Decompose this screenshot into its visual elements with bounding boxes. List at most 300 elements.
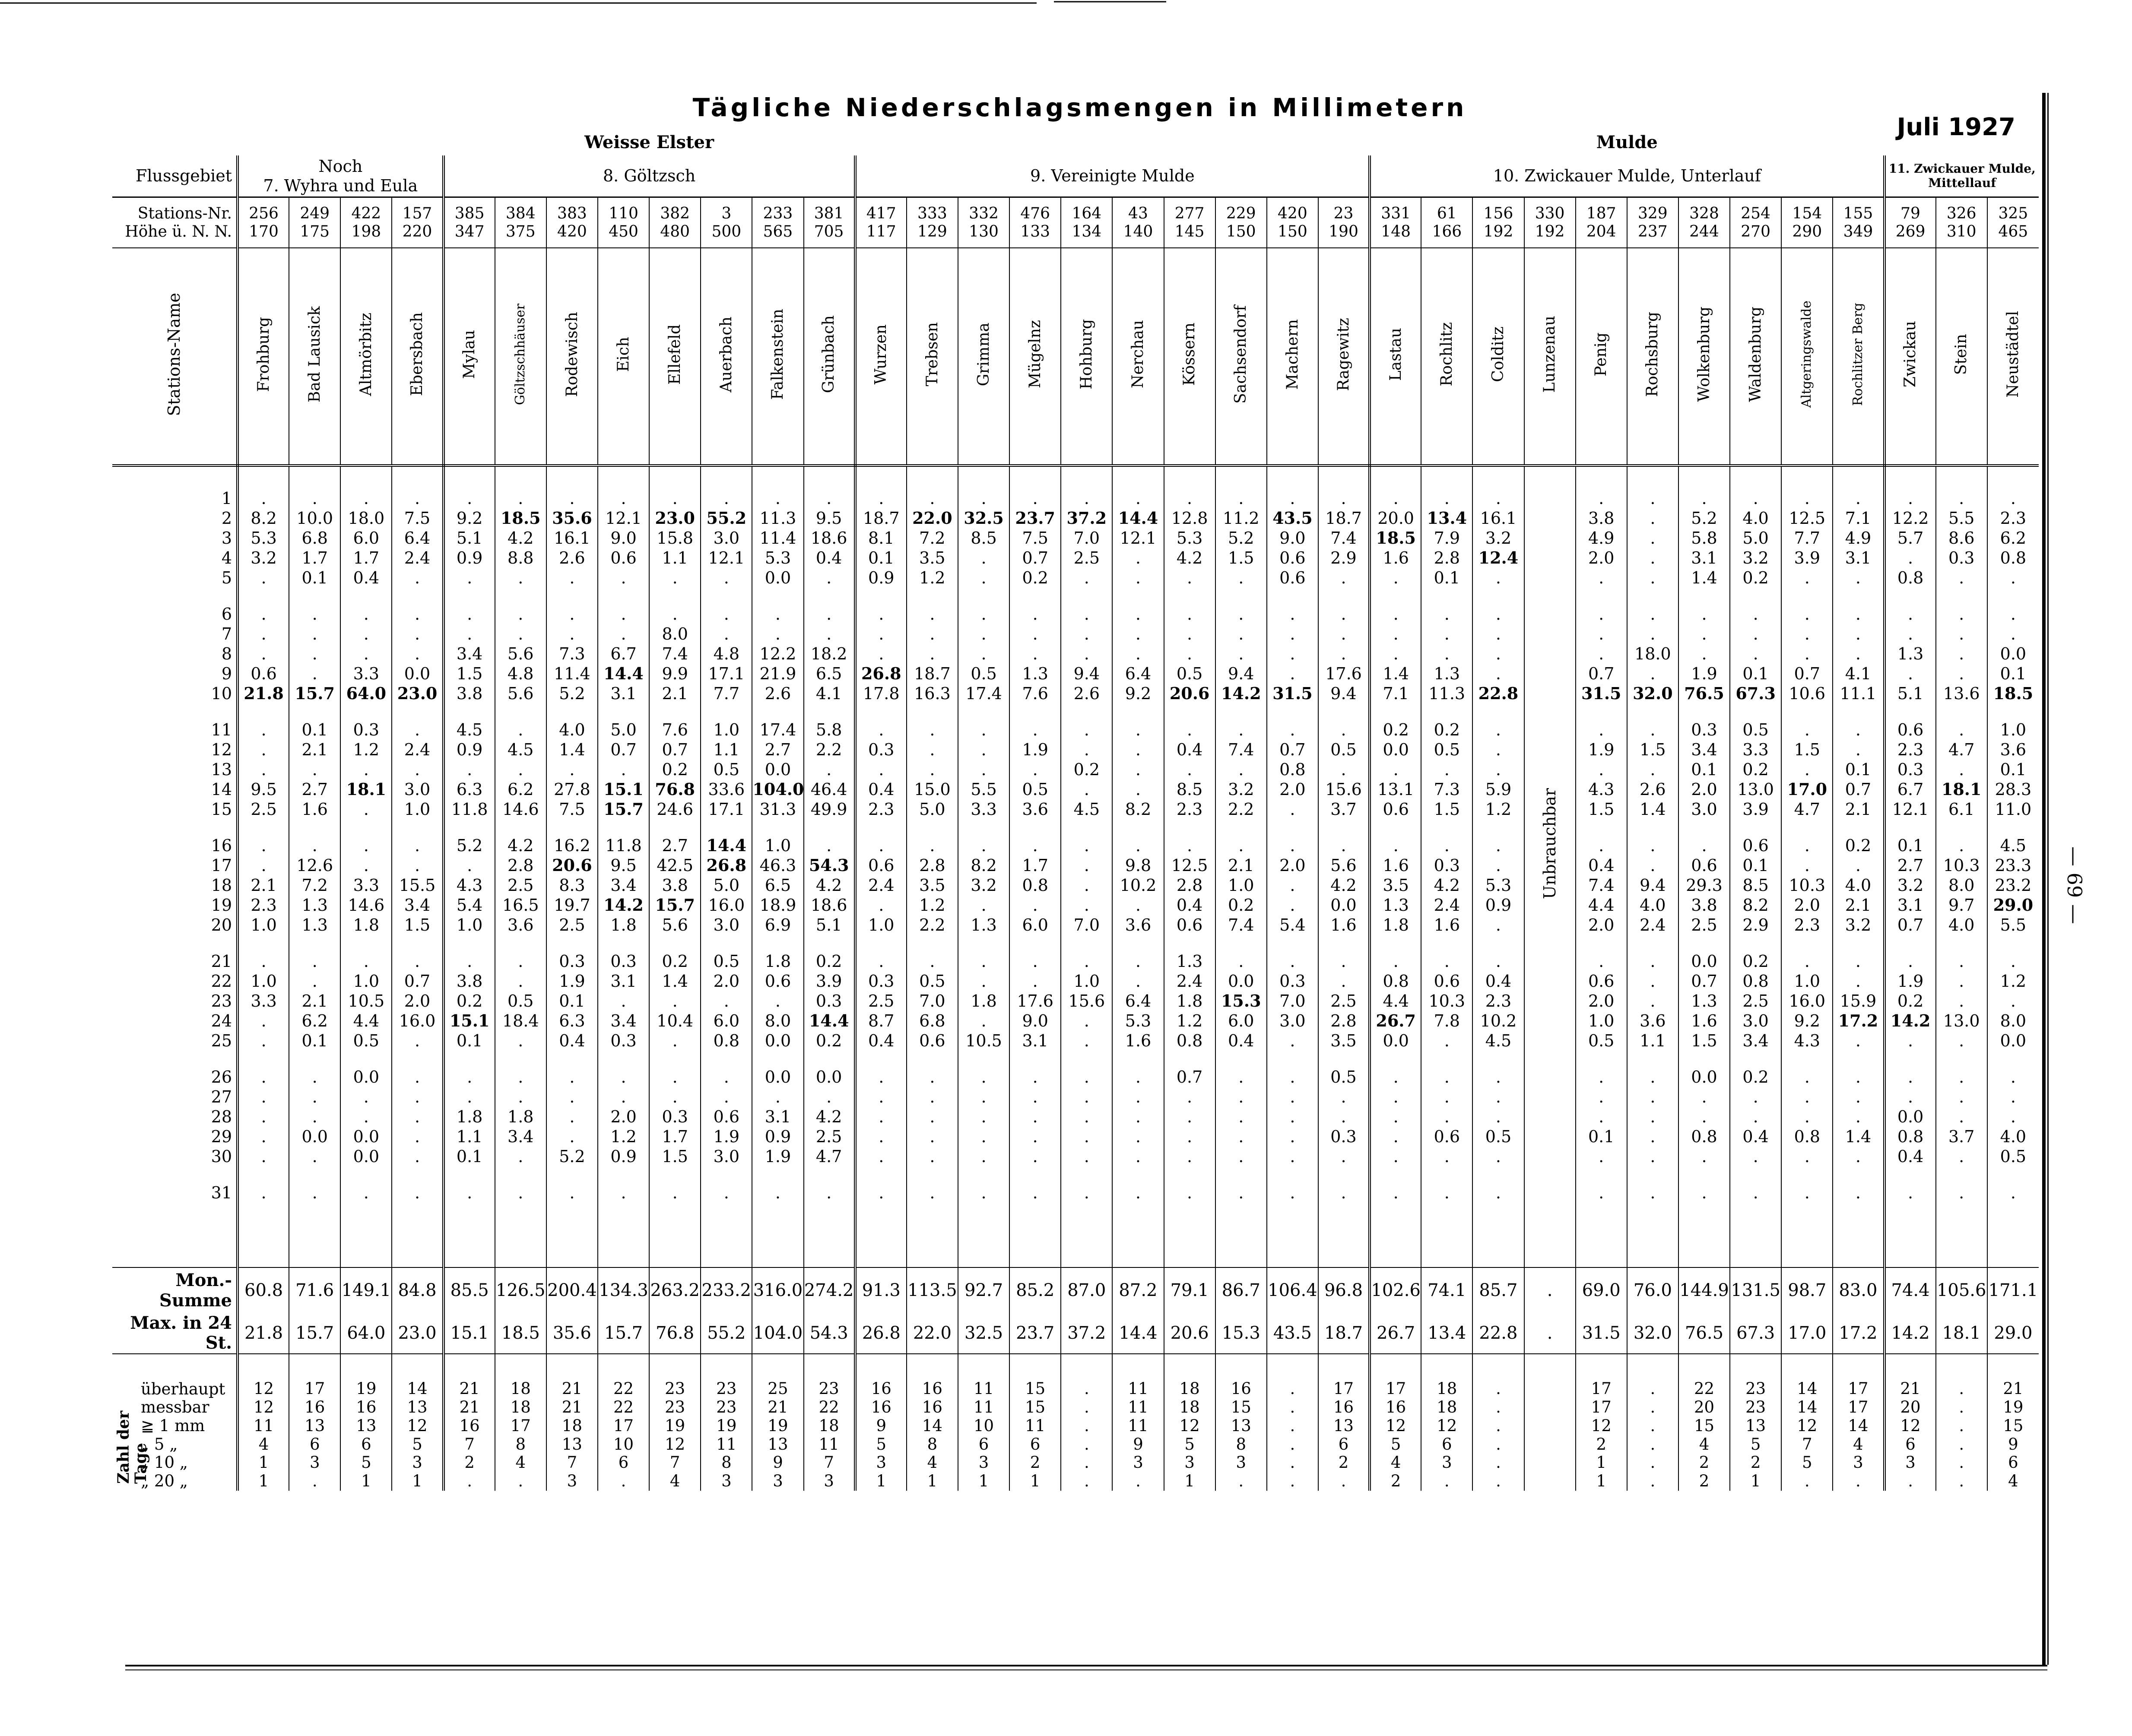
value-cell: . [1421, 760, 1472, 779]
value-cell: 4.2 [495, 836, 546, 855]
river-8: 8. Göltzsch [444, 155, 855, 197]
count-cell: 17 [1576, 1380, 1627, 1398]
value-cell: . [804, 1087, 855, 1107]
river-11-b: Mittellauf [1928, 175, 1996, 190]
region-mulde: Mulde [1596, 132, 1658, 152]
value-cell: 76.5 [1678, 684, 1730, 703]
count-cell: 6 [289, 1435, 340, 1454]
day-row [112, 1087, 2039, 1107]
value-cell: . [1112, 951, 1164, 971]
spacer-cell [444, 1203, 495, 1267]
value-cell: 5.8 [804, 720, 855, 740]
value-cell: 1.4 [1627, 799, 1678, 819]
separator-cell [1678, 1166, 1730, 1183]
value-cell: 18.5 [1370, 528, 1421, 548]
value-cell: 1.8 [1370, 915, 1421, 935]
value-cell: 7.4 [1576, 875, 1627, 895]
value-cell: 3.0 [1730, 1011, 1781, 1031]
value-cell: . [1627, 720, 1678, 740]
value-cell: 0.6 [1421, 971, 1472, 991]
value-cell: 67.3 [1730, 684, 1781, 703]
value-cell: . [958, 1183, 1009, 1203]
value-cell: . [444, 1183, 495, 1203]
value-cell: 6.2 [2000, 528, 2027, 548]
count-cell: 23 [701, 1398, 752, 1417]
max-24h-cell: 14.2 [1885, 1313, 1936, 1354]
count-cell: . [1267, 1435, 1318, 1454]
value-cell: 0.4 [546, 1031, 598, 1051]
station-name-cell [1678, 248, 1730, 466]
value-cell: . [392, 836, 443, 855]
count-cell: 16 [1370, 1398, 1421, 1417]
value-cell: . [495, 720, 546, 740]
station-id-cell [1833, 197, 1884, 248]
stations-name-label: Stations-Name [165, 292, 184, 416]
value-cell: . [1472, 836, 1524, 855]
value-cell: 2.3 [2000, 508, 2027, 528]
value-cell: . [1164, 836, 1215, 855]
value-cell: 1.8 [1164, 991, 1215, 1011]
count-cell: 22 [598, 1380, 649, 1398]
count-cell: 4 [495, 1454, 546, 1472]
separator-cell [1781, 588, 1833, 604]
value-cell: . [1781, 836, 1833, 855]
value-cell: 3.3 [958, 799, 1009, 819]
separator-cell [495, 819, 546, 836]
value-cell: . [701, 624, 752, 644]
value-cell: . [701, 1087, 752, 1107]
value-cell: . [649, 1183, 701, 1203]
count-label: ≧ 1 mm [141, 1416, 205, 1435]
value-cell: 3.1 [1678, 548, 1730, 568]
value-cell: . [1215, 720, 1267, 740]
count-cell [1524, 1398, 1576, 1417]
station-name-cell [907, 248, 958, 466]
value-cell: 0.1 [1678, 760, 1730, 779]
spacer-cell [1987, 1354, 2039, 1380]
day-row [112, 568, 2039, 588]
value-cell: 3.8 [649, 875, 701, 895]
count-cell: 20 [1678, 1398, 1730, 1417]
value-cell: 3.5 [907, 548, 958, 568]
value-cell: 3.1 [1833, 548, 1884, 568]
monthly-sum-label: Mon.-Summe [112, 1267, 238, 1313]
value-cell: . [1472, 951, 1524, 971]
value-cell: 22.0 [907, 508, 958, 528]
count-cell: 12 [1370, 1417, 1421, 1435]
station-number: 277 [1174, 204, 1205, 222]
value-cell: . [958, 1067, 1009, 1087]
gap-cell [444, 466, 495, 488]
value-cell: . [1627, 1147, 1678, 1166]
separator-cell [1421, 703, 1472, 720]
monthly-sum-cell: 96.8 [1318, 1267, 1370, 1313]
value-cell: . [1267, 644, 1318, 664]
count-cell: . [444, 1472, 495, 1491]
max-24h-cell: 15.3 [1215, 1313, 1267, 1354]
count-cell: 13 [752, 1435, 803, 1454]
separator-cell [1318, 588, 1370, 604]
value-cell: 0.6 [1576, 971, 1627, 991]
separator-label [112, 1166, 238, 1183]
value-cell: 17.8 [855, 684, 907, 703]
spacer-cell [340, 1354, 392, 1380]
station-id-cell [1267, 197, 1318, 248]
value-cell: . [1112, 548, 1164, 568]
value-cell: 3.0 [1267, 1011, 1318, 1031]
value-cell: . [392, 1031, 443, 1051]
value-cell: 10.2 [1112, 875, 1164, 895]
monthly-sum-cell: 87.2 [1112, 1267, 1164, 1313]
count-cell: 25 [752, 1380, 803, 1398]
count-cell: . [1267, 1454, 1318, 1472]
count-cell: 1 [1164, 1472, 1215, 1491]
count-cell: . [1267, 1398, 1318, 1417]
value-cell: . [1267, 1031, 1318, 1051]
value-cell: . [1370, 836, 1421, 855]
monthly-sum-cell: 69.0 [1576, 1267, 1627, 1313]
separator-cell [340, 703, 392, 720]
value-cell: 2.9 [1730, 915, 1781, 935]
value-cell: 1.8 [752, 951, 803, 971]
value-cell: 13.0 [1730, 779, 1781, 799]
count-cell: 23 [804, 1380, 855, 1398]
separator-cell [289, 1166, 340, 1183]
station-elevation: 244 [1689, 222, 1719, 241]
spacer-cell [752, 1203, 803, 1267]
day-label: 24 [112, 1011, 238, 1031]
value-cell: . [1627, 604, 1678, 624]
value-cell: . [598, 488, 649, 508]
value-cell: . [495, 951, 546, 971]
value-cell: . [1112, 895, 1164, 915]
value-cell: 1.6 [289, 799, 340, 819]
value-cell: . [2010, 951, 2016, 971]
station-name: Nerchau [1129, 320, 1147, 389]
value-cell: . [1370, 488, 1421, 508]
value-cell: . [1215, 951, 1267, 971]
value-cell: 0.7 [598, 740, 649, 760]
gap-cell [1885, 466, 1936, 488]
monthly-sum-cell: 87.0 [1061, 1267, 1112, 1313]
station-elevation: 237 [1638, 222, 1668, 241]
max-24h-cell: 32.5 [958, 1313, 1009, 1354]
monthly-sum-cell: 86.7 [1215, 1267, 1267, 1313]
separator-cell [598, 819, 649, 836]
value-cell: 4.2 [804, 1107, 855, 1127]
separator-cell [1112, 819, 1164, 836]
value-cell: 3.4 [598, 1011, 649, 1031]
max-24h-cell: 13.4 [1421, 1313, 1472, 1354]
gap-cell [340, 466, 392, 488]
value-cell: . [1936, 1031, 1987, 1051]
value-cell: . [289, 1107, 340, 1127]
value-cell: . [958, 1011, 1009, 1031]
value-cell: 3.0 [392, 779, 443, 799]
value-cell: 10.4 [649, 1011, 701, 1031]
value-cell: 0.3 [1936, 548, 1987, 568]
separator-cell [1472, 703, 1524, 720]
count-cell: 4 [1678, 1435, 1730, 1454]
value-cell: 0.0 [1215, 971, 1267, 991]
spacer-cell [804, 1354, 855, 1380]
separator-cell [1215, 1166, 1267, 1183]
station-elevation: 192 [1483, 222, 1513, 241]
separator-cell [238, 1166, 289, 1183]
value-cell: 0.7 [649, 740, 701, 760]
value-cell: 10.5 [340, 991, 392, 1011]
spacer-cell [495, 1203, 546, 1267]
value-cell: . [1627, 568, 1678, 588]
station-name: Neustädtel [2004, 311, 2022, 398]
value-cell: . [649, 604, 701, 624]
count-cell: 13 [340, 1417, 392, 1435]
month-label: Juli 1927 [1897, 113, 2015, 141]
count-cell: 8 [1215, 1435, 1267, 1454]
value-cell: . [238, 720, 289, 740]
spacer-cell [238, 1203, 289, 1267]
value-cell: 0.4 [1576, 855, 1627, 875]
count-cell: . [1936, 1380, 1987, 1398]
day-label: 18 [112, 875, 238, 895]
separator-cell [1164, 935, 1215, 951]
value-cell: . [289, 1183, 340, 1203]
value-cell: 3.2 [1215, 779, 1267, 799]
value-cell: 18.5 [495, 508, 546, 528]
station-name: Mylau [460, 329, 479, 379]
value-cell: 10.5 [958, 1031, 1009, 1051]
separator-cell [804, 935, 855, 951]
value-cell: 1.0 [1061, 971, 1112, 991]
value-cell: 28.3 [1995, 779, 2032, 799]
value-cell: 17.1 [701, 799, 752, 819]
value-cell: . [958, 604, 1009, 624]
value-cell: 4.1 [1833, 664, 1884, 684]
value-cell: . [238, 488, 289, 508]
value-cell: . [1009, 1183, 1061, 1203]
value-cell: . [1627, 836, 1678, 855]
count-cell: 12 [238, 1398, 289, 1417]
value-cell: 29.3 [1678, 875, 1730, 895]
monthly-sum-cell: 102.6 [1370, 1267, 1421, 1313]
value-cell: . [907, 1107, 958, 1127]
value-cell: . [1781, 568, 1833, 588]
station-elevation: 565 [763, 222, 793, 241]
value-cell: . [1164, 1127, 1215, 1147]
spacer-cell [1112, 1354, 1164, 1380]
value-cell: 1.9 [701, 1127, 752, 1147]
value-cell: . [598, 568, 649, 588]
unusable-cell [1524, 488, 1576, 1203]
max-24h-cell: 76.5 [1678, 1313, 1730, 1354]
value-cell: 2.4 [1164, 971, 1215, 991]
station-id-cell [1730, 197, 1781, 248]
value-cell: 15.3 [1215, 991, 1267, 1011]
station-id-cell [1215, 197, 1267, 248]
separator-cell [804, 1051, 855, 1067]
separator-cell [1627, 819, 1678, 836]
value-cell: 2.0 [392, 991, 443, 1011]
station-number: 420 [1278, 204, 1307, 222]
value-cell: . [1936, 1183, 1987, 1203]
value-cell: . [238, 1127, 289, 1147]
value-cell: . [1370, 1183, 1421, 1203]
day-row [112, 991, 2039, 1011]
gap-cell [1576, 466, 1627, 488]
value-cell: 0.4 [855, 779, 907, 799]
value-cell: . [1164, 568, 1215, 588]
count-cell: . [1267, 1417, 1318, 1435]
separator-cell [958, 819, 1009, 836]
station-number: 385 [454, 204, 485, 222]
value-cell: . [958, 971, 1009, 991]
value-cell: 0.3 [598, 951, 649, 971]
value-cell: 0.0 [2000, 644, 2027, 663]
value-cell: 0.6 [1678, 855, 1730, 875]
value-cell: . [1885, 951, 1936, 971]
count-cell: 9 [1112, 1435, 1164, 1454]
value-cell: . [1627, 951, 1678, 971]
value-cell: . [1472, 604, 1524, 624]
value-cell: . [1472, 664, 1524, 684]
value-cell: . [1267, 604, 1318, 624]
station-name-cell [1112, 248, 1164, 466]
value-cell: 12.8 [1164, 508, 1215, 528]
value-cell: . [1009, 1087, 1061, 1107]
value-cell: 3.0 [701, 915, 752, 935]
count-cell: 5 [1370, 1435, 1421, 1454]
day-label: 23 [112, 991, 238, 1011]
spacer-cell [1164, 1203, 1215, 1267]
count-cell: 12 [1421, 1417, 1472, 1435]
station-id-cell [392, 197, 443, 248]
value-cell: 46.4 [804, 779, 855, 799]
value-cell: . [1885, 1031, 1936, 1051]
value-cell: . [444, 855, 495, 875]
value-cell: . [1318, 951, 1370, 971]
separator-row [112, 1166, 2039, 1183]
count-cell: 17 [1370, 1380, 1421, 1398]
count-cell: . [1936, 1435, 1987, 1454]
value-cell: . [495, 971, 546, 991]
value-cell: . [1576, 836, 1627, 855]
value-cell: . [1781, 855, 1833, 875]
value-cell: 9.2 [1112, 684, 1164, 703]
separator-label [112, 588, 238, 604]
value-cell: 0.2 [1061, 760, 1112, 779]
station-id-cell [546, 197, 598, 248]
value-cell: 7.0 [1061, 915, 1112, 935]
spacer-cell [1524, 1203, 1576, 1267]
value-cell: 6.3 [444, 779, 495, 799]
value-cell: . [804, 624, 855, 644]
station-elevation: 500 [711, 222, 742, 241]
value-cell: 2.1 [1215, 855, 1267, 875]
station-name: Bad Lausick [305, 306, 324, 402]
value-cell: 0.0 [2000, 1031, 2027, 1050]
value-cell: 2.5 [1061, 548, 1112, 568]
value-cell: 23.3 [1995, 855, 2032, 875]
river-7-name: 7. Wyhra und Eula [263, 176, 418, 195]
value-cell: 1.6 [1370, 548, 1421, 568]
value-cell: . [289, 488, 340, 508]
station-elevation: 166 [1432, 222, 1462, 241]
value-cell: . [495, 624, 546, 644]
river-11-a: 11. Zwickauer Mulde, [1888, 162, 2036, 176]
separator-cell [1318, 1051, 1370, 1067]
value-cell: 5.5 [1936, 508, 1987, 528]
value-cell: 12.2 [752, 644, 803, 664]
count-cell [1524, 1417, 1576, 1435]
count-cell: 7 [804, 1454, 855, 1472]
value-cell: 6.7 [598, 644, 649, 664]
count-cell: . [1061, 1435, 1112, 1454]
separator-cell [1833, 1051, 1884, 1067]
count-cell: 16 [340, 1398, 392, 1417]
value-cell: . [1112, 644, 1164, 664]
value-cell: 0.5 [1421, 740, 1472, 760]
count-cell: 3 [1833, 1454, 1884, 1472]
gap-cell [701, 466, 752, 488]
value-cell: 6.5 [804, 664, 855, 684]
value-cell: . [495, 1147, 546, 1166]
separator-cell [1730, 703, 1781, 720]
monthly-sum-cell: 60.8 [238, 1267, 289, 1313]
separator-cell [340, 1166, 392, 1183]
day-label: 29 [112, 1127, 238, 1147]
value-cell: 2.2 [907, 915, 958, 935]
gap-cell [1164, 466, 1215, 488]
station-elevation: 134 [1072, 222, 1102, 241]
value-cell: 8.0 [2000, 1011, 2027, 1030]
value-cell: 11.2 [1215, 508, 1267, 528]
value-cell: . [1009, 1107, 1061, 1127]
count-cell: . [1833, 1472, 1884, 1491]
count-label: „ 10 „ [141, 1453, 188, 1472]
value-cell: . [701, 604, 752, 624]
separator-cell [495, 935, 546, 951]
separator-label [112, 935, 238, 951]
value-cell: . [1833, 720, 1884, 740]
value-cell: 7.2 [907, 528, 958, 548]
value-cell: 3.3 [1730, 740, 1781, 760]
value-cell: 3.1 [1009, 1031, 1061, 1051]
value-cell: 4.7 [804, 1147, 855, 1166]
gap-cell [1009, 466, 1061, 488]
value-cell: . [1061, 644, 1112, 664]
value-cell: . [701, 991, 752, 1011]
right-border-thin [2047, 93, 2049, 1665]
unusable-label: Unbrauchbar [1540, 788, 1560, 899]
value-cell: . [1318, 1183, 1370, 1203]
gap-cell [289, 466, 340, 488]
value-cell: 1.2 [907, 568, 958, 588]
region-weisse-elster: Weisse Elster [584, 132, 714, 152]
value-cell: 0.4 [340, 568, 392, 588]
value-cell: 1.3 [1164, 951, 1215, 971]
value-cell: 4.5 [1061, 799, 1112, 819]
value-cell: 5.5 [958, 779, 1009, 799]
separator-cell [701, 588, 752, 604]
value-cell: 1.2 [598, 1127, 649, 1147]
value-cell: . [238, 1011, 289, 1031]
count-cell: 15 [1678, 1417, 1730, 1435]
value-cell: 3.5 [1318, 1031, 1370, 1051]
value-cell: 7.0 [907, 991, 958, 1011]
separator-cell [752, 1051, 803, 1067]
value-cell: 3.8 [444, 971, 495, 991]
value-cell: . [1576, 720, 1627, 740]
